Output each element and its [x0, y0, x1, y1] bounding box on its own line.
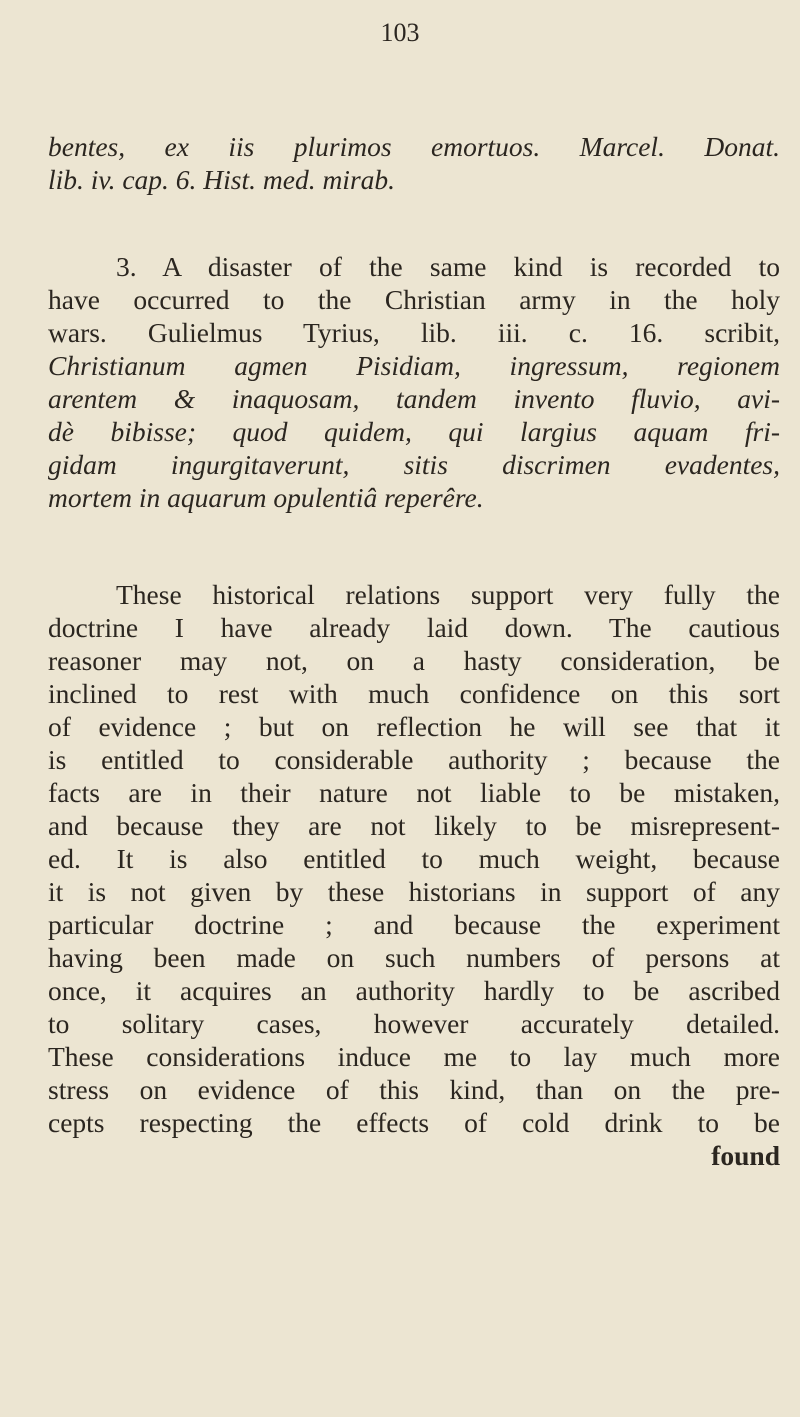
- text-line: and because they are not likely to be misrepresent-: [48, 810, 780, 841]
- text-line: of evidence ; but on reflection he will see that it: [48, 711, 780, 742]
- text-line: These considerations induce me to lay much more: [48, 1041, 780, 1072]
- text-line: it is not given by these historians in support of any: [48, 876, 780, 907]
- text-line: reasoner may not, on a hasty consideration, be: [48, 645, 780, 676]
- text-line: mortem in aquarum opulentiâ reperêre.: [48, 482, 484, 513]
- text-line: cepts respecting the effects of cold drink to be: [48, 1107, 780, 1138]
- text-line: Christianum agmen Pisidiam, ingressum, regionem: [48, 350, 780, 381]
- text-line: doctrine I have already laid down. The cautious: [48, 612, 780, 643]
- text-line: lib. iv. cap. 6. Hist. med. mirab.: [48, 164, 396, 195]
- text-line: facts are in their nature not liable to be mistaken,: [48, 777, 780, 808]
- text-line: wars. Gulielmus Tyrius, lib. iii. c. 16. scribit,: [48, 317, 780, 348]
- text-line: bentes, ex iis plurimos emortuos. Marcel. Donat.: [48, 131, 780, 162]
- text-line: arentem & inaquosam, tandem invento fluvio, avi-: [48, 383, 780, 414]
- text-line: stress on evidence of this kind, than on the pre-: [48, 1074, 780, 1105]
- text-line: dè bibisse; quod quidem, qui largius aquam fri-: [48, 416, 780, 447]
- catchword: found: [711, 1140, 780, 1171]
- text-line: These historical relations support very fully the: [116, 579, 780, 610]
- page-number: 103: [380, 18, 420, 47]
- text-line: inclined to rest with much confidence on this sort: [48, 678, 780, 709]
- text-line: have occurred to the Christian army in the holy: [48, 284, 780, 315]
- text-line: ed. It is also entitled to much weight, because: [48, 843, 780, 874]
- text-line: is entitled to considerable authority ; because the: [48, 744, 780, 775]
- text-line: having been made on such numbers of persons at: [48, 942, 780, 973]
- text-line: once, it acquires an authority hardly to be ascribed: [48, 975, 780, 1006]
- text-line: gidam ingurgitaverunt, sitis discrimen evadentes,: [48, 449, 780, 480]
- text-line: particular doctrine ; and because the experiment: [48, 909, 780, 940]
- text-line: to solitary cases, however accurately detailed.: [48, 1008, 780, 1039]
- text-line: 3. A disaster of the same kind is recorded to: [116, 251, 780, 282]
